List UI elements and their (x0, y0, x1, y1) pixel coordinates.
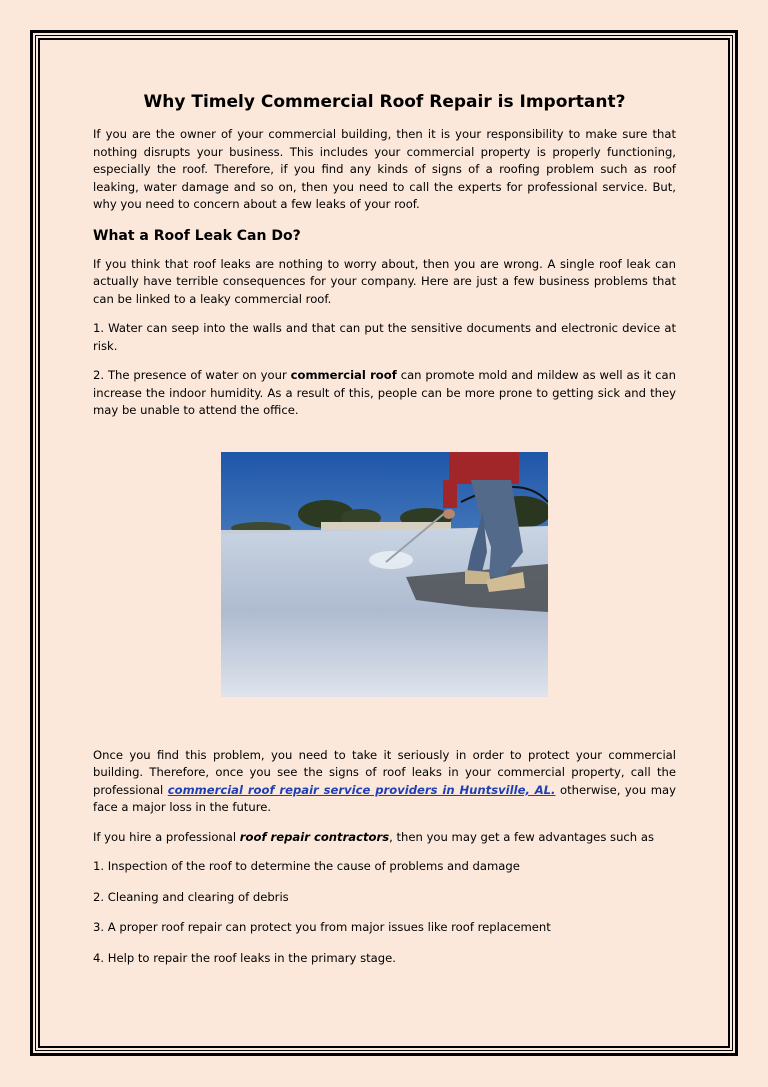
section-intro-paragraph: If you think that roof leaks are nothing to worry about, then you are wrong. A single roof leak can actually have terrible consequences for your company. Here are just a few business problems that can be linked to a leaky commercial roof. (93, 256, 676, 306)
protection-paragraph (93, 747, 676, 817)
problem-2-bold: commercial roof (290, 368, 397, 382)
hire-paragraph (93, 829, 676, 847)
problem-item-2 (93, 367, 676, 420)
problem-2-text-end: can promote mold and mildew as well as it can increase the indoor humidity. As a result of this, people can be more prone to getting sick and they may be unable to attend the office. (93, 368, 677, 417)
document-body (93, 92, 676, 980)
advantage-item-1: 1. Inspection of the roof to determine the cause of problems and damage (93, 859, 520, 873)
advantage-item-4: 4. Help to repair the roof leaks in the primary stage. (93, 950, 396, 965)
hire-bold-italic: roof repair contractors (239, 829, 390, 844)
hire-text-end: , then you may get a few advantages such as (389, 829, 654, 844)
page-title: Why Timely Commercial Roof Repair is Important? (143, 92, 626, 112)
advantage-item-2: 2. Cleaning and clearing of debris (93, 889, 289, 904)
protection-text-end: otherwise, you may face a major loss in the future. (93, 782, 676, 814)
intro-paragraph: If you are the owner of your commercial building, then it is your responsibility to make sure that nothing disrupts your business. This includes your commercial property is properly functioning, especially the roof. Therefore, if you find any kinds of signs of a roofing problem such as roof leaking, water damage and so on, then you need to call the experts for professional service. But, why you need to concern about a few leaks of your roof. (93, 127, 676, 211)
protection-text-start: Once you find this problem, you need to take it seriously in order to protect your commercial building. Therefore, once you see the signs of roof leaks in your commercial property, call the professional (93, 747, 676, 797)
section-heading: What a Roof Leak Can Do? (93, 227, 301, 244)
service-providers-link[interactable]: commercial roof repair service providers in Huntsville, AL. (167, 782, 556, 797)
advantage-item-3: 3. A proper roof repair can protect you from major issues like roof replacement (93, 920, 551, 934)
hire-text-start: If you hire a professional (93, 829, 240, 844)
problem-2-text-start: 2. The presence of water on your (93, 368, 291, 382)
roof-coating-photo (221, 452, 548, 697)
problem-item-1: 1. Water can seep into the walls and that can put the sensitive documents and electronic device at risk. (93, 321, 676, 353)
